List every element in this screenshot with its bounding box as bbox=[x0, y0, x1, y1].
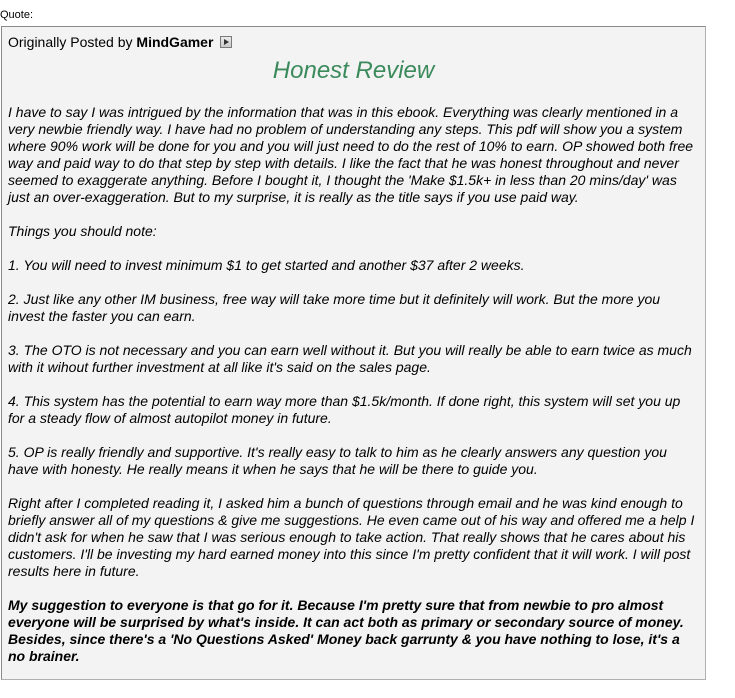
review-paragraph-point-1: 1. You will need to invest minimum $1 to get started and another $37 after 2 weeks. bbox=[8, 257, 525, 273]
review-paragraph-note-heading: Things you should note: bbox=[8, 223, 157, 239]
review-paragraph-point-5: 5. OP is really friendly and supportive. It's really easy to talk to him as he clearly answers any question you have with honesty. He really means it when he says that he will be there to guide you. bbox=[8, 444, 667, 477]
quote-box bbox=[1, 26, 706, 680]
review-paragraph-point-4: 4. This system has the potential to earn way more than $1.5k/month. If done right, this system will set you up for a steady flow of almost autopilot money in future. bbox=[8, 393, 681, 426]
review-paragraph-intro: I have to say I was intrigued by the information that was in this ebook. Everything was clearly mentioned in a very newbie friendly way. I have had no problem of understanding any steps. This pdf will show you a system where 90% work will be done for you and you will just need to do the rest of 10% to earn. OP showed both free way and paid way to do that step by step with details. I like the fact that he was honest throughout and never seemed to exaggerate anything. Before I bought it, I thought the 'Make $1.5k+ in less than 20 mins/day' was just an over-exaggeration. But to my surprise, it is really as the title says if you use paid way. bbox=[8, 104, 694, 205]
review-paragraph-point-2: 2. Just like any other IM business, free way will take more time but it definitely will work. But the more you invest the faster you can earn. bbox=[8, 291, 661, 324]
review-paragraph-suggestion: My suggestion to everyone is that go for it. Because I'm pretty sure that from newbie to pro almost everyone will be surprised by what's inside. It can act both as primary or secondary source of money. Besides, since there's a 'No Questions Asked' Money back garrunty & you have nothing to lose, it's a no brainer. bbox=[8, 597, 684, 664]
review-body bbox=[8, 104, 699, 665]
review-paragraph-experience: Right after I completed reading it, I asked him a bunch of questions through email and he was kind enough to briefly answer all of my questions & give me suggestions. He even came out of his way and offered me a help I didn't ask for when he saw that I was serious enough to take action. That really shows that he cares about his customers. I'll be investing my hard earned money into this since I'm pretty confident that it will work. I will post results here in future. bbox=[8, 495, 695, 579]
posted-by-line bbox=[8, 34, 699, 51]
quote-label: Quote: bbox=[0, 9, 34, 21]
view-post-icon[interactable] bbox=[220, 36, 232, 48]
review-paragraph-point-3: 3. The OTO is not necessary and you can earn well without it. But you will really be able to earn twice as much with it wihout further investment at all like it's said on the sales page. bbox=[8, 342, 692, 375]
quote-author: MindGamer bbox=[136, 34, 214, 50]
posted-by-prefix: Originally Posted by bbox=[8, 34, 133, 50]
review-title: Honest Review bbox=[272, 57, 435, 84]
